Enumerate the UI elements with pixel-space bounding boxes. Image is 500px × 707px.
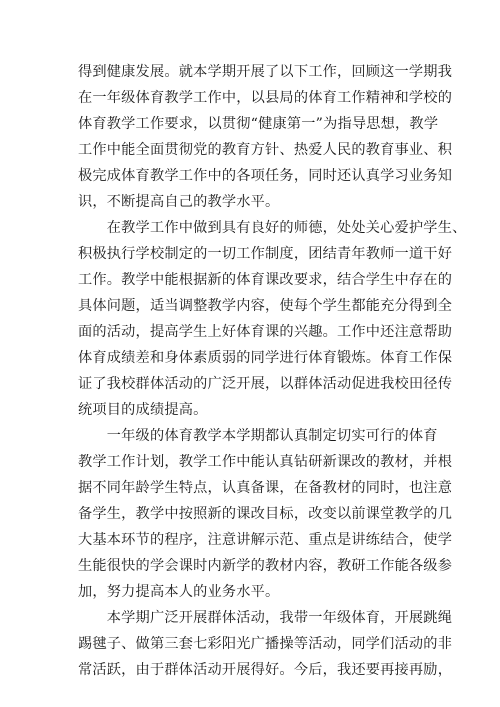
text-line: 常活跃，由于群体活动开展得好。今后，我还要再接再励，: [78, 662, 453, 678]
text-line: 工作中能全面贯彻党的教育方针、热爱人民的教育事业、积: [78, 142, 453, 158]
text-line: 积极执行学校制定的一切工作制度，团结青年教师一道干好: [78, 246, 453, 262]
text-line: 一年级的体育教学本学期都认真制定切实可行的体育: [78, 428, 438, 444]
text-line: 备学生，教学中按照新的课改目标，改变以前课堂教学的几: [78, 506, 453, 522]
text-line: 证了我校群体活动的广泛开展，以群体活动促进我校田径传: [78, 376, 453, 392]
text-line: 大基本环节的程序，注意讲解示范、重点是讲练结合，使学: [78, 532, 453, 548]
text-line: 识，不断提高自己的教学水平。: [78, 194, 280, 210]
text-line: 极完成体育教学工作中的各项任务，同时还认真学习业务知: [78, 168, 453, 184]
text-line: 加，努力提高本人的业务水平。: [78, 584, 280, 600]
text-line: 踢毽子、做第三套七彩阳光广播操等活动，同学们活动的非: [78, 636, 453, 652]
text-line: 得到健康发展。就本学期开展了以下工作，回顾这一学期我: [78, 64, 453, 80]
text-line: 生能很快的学会课时内新学的教材内容，教研工作能各级参: [78, 558, 453, 574]
text-line: 统项目的成绩提高。: [78, 402, 208, 418]
text-line: 本学期广泛开展群体活动，我带一年级体育，开展跳绳: [78, 610, 453, 626]
text-line: 在教学工作中做到具有良好的师德，处处关心爱护学生、: [78, 220, 467, 236]
text-line: 据不同年龄学生特点，认真备课，在备教材的同时，也注意: [78, 480, 453, 496]
text-line: 体育教学工作要求，以贯彻“健康第一”为指导思想，教学: [78, 116, 439, 132]
text-line: 体育成绩差和身体素质弱的同学进行体育锻炼。体育工作保: [78, 350, 453, 366]
text-line: 面的活动，提高学生上好体育课的兴趣。工作中还注意帮助: [78, 324, 453, 340]
text-line: 在一年级体育教学工作中，以县局的体育工作精神和学校的: [78, 90, 453, 106]
text-line: 工作。教学中能根据新的体育课改要求，结合学生中存在的: [78, 272, 453, 288]
text-line: 教学工作计划，教学工作中能认真钻研新课改的教材，并根: [78, 454, 453, 470]
text-line: 具体问题，适当调整教学内容，使每个学生都能充分得到全: [78, 298, 453, 314]
